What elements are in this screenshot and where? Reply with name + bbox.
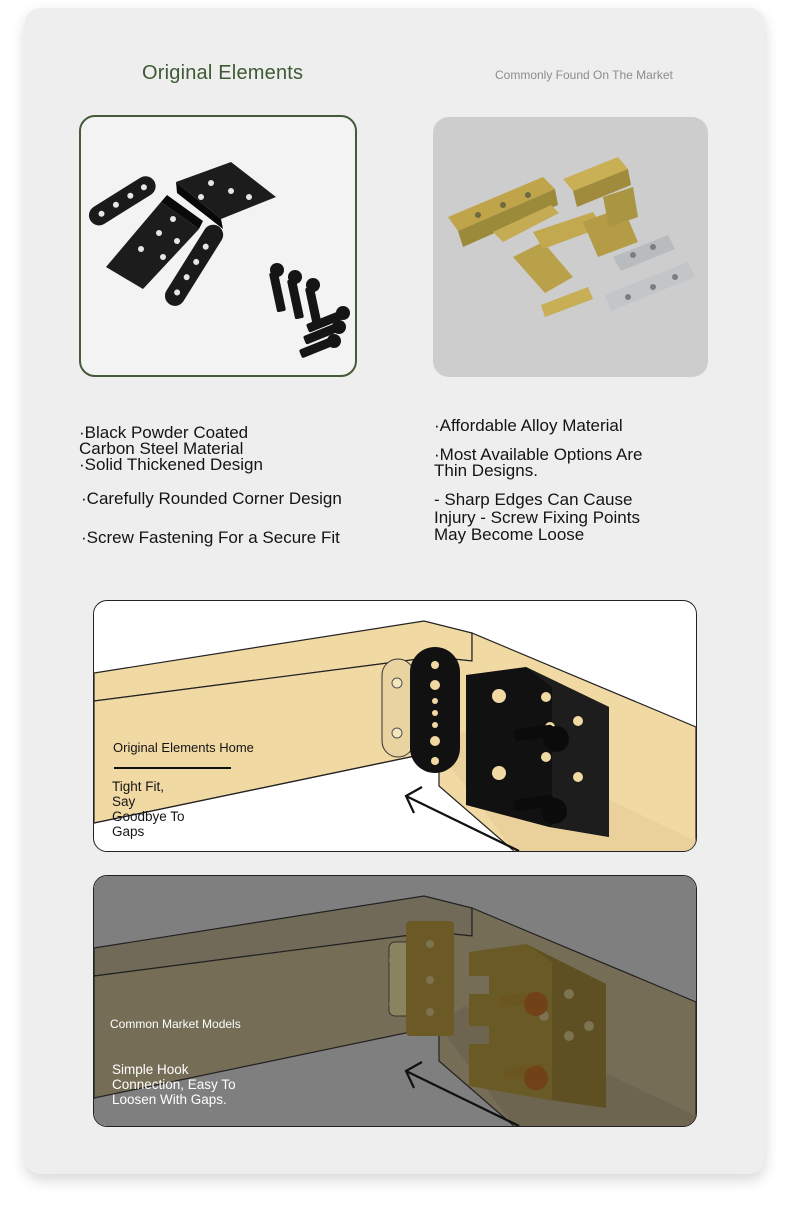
market-feature-edges: - Sharp Edges Can Cause Injury - Screw Fixing Points May Become Loose xyxy=(434,490,640,544)
market-feature-material: ·Affordable Alloy Material xyxy=(434,416,623,435)
market-heading: Commonly Found On The Market xyxy=(495,68,673,82)
market-installed-panel xyxy=(93,875,697,1127)
market-panel-label: Common Market Models xyxy=(110,1017,241,1031)
original-elements-heading: Original Elements xyxy=(142,62,304,84)
label-underline xyxy=(114,767,231,769)
black-bracket-illustration xyxy=(81,117,355,375)
original-bracket-photo xyxy=(79,115,357,377)
market-bracket-photo xyxy=(433,117,708,377)
market-panel-description: Simple Hook Connection, Easy To Loosen With Gaps. xyxy=(112,1062,236,1107)
original-installed-panel xyxy=(93,600,697,852)
original-feature-material: ·Black Powder Coated Carbon Steel Material ·Solid Thickened Design xyxy=(79,423,263,474)
original-panel-label: Original Elements Home xyxy=(113,740,254,755)
brass-bracket-illustration xyxy=(433,117,708,377)
market-feature-thin: ·Most Available Options Are Thin Designs. xyxy=(434,445,643,480)
original-feature-screws: ·Screw Fastening For a Secure Fit xyxy=(81,528,340,547)
original-feature-corners: ·Carefully Rounded Corner Design xyxy=(81,489,342,508)
comparison-card xyxy=(25,8,765,1174)
original-panel-description: Tight Fit, Say Goodbye To Gaps xyxy=(112,779,185,839)
